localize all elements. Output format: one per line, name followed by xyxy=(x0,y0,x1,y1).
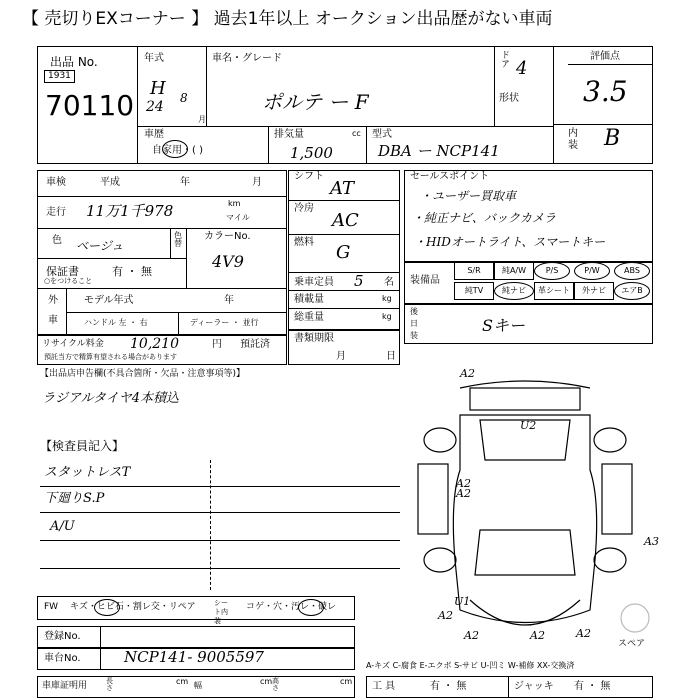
mileage-value: 11万1千978 xyxy=(86,202,174,220)
reg-label: 登録No. xyxy=(44,631,81,642)
load-label: 積載量 xyxy=(294,294,324,305)
equip-navi: 純ナビ xyxy=(494,282,534,300)
rear-label-b: 日 xyxy=(410,319,418,328)
chassis-label: 車台No. xyxy=(44,653,81,664)
cert-unit-2: cm xyxy=(260,677,273,686)
lot-code: 1931 xyxy=(44,70,75,83)
sales-line-1: ・ユーザー買取車 xyxy=(420,189,517,203)
color-change: 色替 xyxy=(174,231,182,248)
lot-number: 70110 xyxy=(45,89,135,122)
docs-day: 日 xyxy=(386,351,396,362)
defects-fw: FW xyxy=(44,602,59,612)
mileage-unit-mile: マイル xyxy=(226,213,250,222)
inspector-line-3: A/U xyxy=(50,519,75,534)
inspector-line-2: 下廻りS.P xyxy=(44,491,105,506)
model-value: DBA ー NCP141 xyxy=(378,142,500,160)
jack-options: 有 ・ 無 xyxy=(574,681,611,692)
fuel-label: 燃料 xyxy=(294,237,314,248)
recycle-value: 10,210 xyxy=(130,336,179,352)
gross-unit: kg xyxy=(382,312,392,321)
import-label-a: 外 xyxy=(48,295,58,306)
mark-8: A2 xyxy=(530,629,545,642)
spare-tyre-icon xyxy=(621,604,649,632)
mark-0: A2 xyxy=(460,367,475,380)
mileage-label: 走行 xyxy=(46,207,66,218)
door-label: ドア xyxy=(499,50,509,68)
cert-height: 高さ xyxy=(272,677,279,692)
inspection-year: 年 xyxy=(180,177,190,188)
sales-line-2: ・純正ナビ、バックカメラ xyxy=(412,211,556,225)
tools-label: 工 具 xyxy=(372,681,396,692)
shape-label: 形状 xyxy=(499,93,519,104)
rear-label-c: 装 xyxy=(410,331,418,340)
mark-7: A2 xyxy=(464,629,479,642)
shift-value: AT xyxy=(330,178,355,199)
cert-unit-3: cm xyxy=(340,677,353,686)
equip-ext-navi: 外ナビ xyxy=(574,282,614,300)
color-label: 色 xyxy=(52,235,62,246)
seller-notes-label: 【出品店申告欄(不具合箇所・欠品・注意事項等)】 xyxy=(40,369,246,379)
inspection-label: 車検 xyxy=(46,177,66,188)
recycle-label: リサイクル料金 xyxy=(42,339,104,349)
chassis-value: NCP141- 9005597 xyxy=(124,648,264,666)
defects-circle-1 xyxy=(94,599,120,616)
docs-label: 書類期限 xyxy=(294,333,334,344)
import-year-unit: 年 xyxy=(224,295,234,306)
inspection-month: 月 xyxy=(252,177,262,188)
mark-1: U2 xyxy=(520,419,537,432)
defects-circle-2 xyxy=(298,599,324,616)
rear-label-a: 後 xyxy=(410,307,418,316)
page-title: 【 売切りEXコーナー 】 過去1年以上 オークション出品歴がない車両 xyxy=(22,9,553,29)
seller-notes-value: ラジアルタイヤ4本積込 xyxy=(42,391,179,406)
docs-month: 月 xyxy=(336,351,346,362)
score-label: 評価点 xyxy=(590,51,620,62)
reg-box xyxy=(37,626,355,648)
mark-4: A3 xyxy=(644,535,659,548)
name-label: 車名・グレード xyxy=(212,53,282,64)
cert-label: 車庫証明用 xyxy=(42,681,88,691)
load-unit: kg xyxy=(382,294,392,303)
shift-label: シフト xyxy=(294,171,324,182)
door-value: 4 xyxy=(516,58,528,79)
equip-aw: 純A/W xyxy=(494,262,534,280)
cert-width: 幅 xyxy=(194,681,202,690)
year-value: 24 xyxy=(146,99,164,115)
color-value: ベージュ xyxy=(76,239,124,253)
import-label-b: 車 xyxy=(48,315,58,326)
year-era: H xyxy=(150,78,166,99)
capacity-unit: 名 xyxy=(384,277,394,288)
lot-label: 出品 No. xyxy=(50,55,98,69)
defects-text: キズ・ヒビ石・割レ交・リペア xyxy=(70,602,196,612)
mark-5: U1 xyxy=(454,595,471,608)
spare-label: スペア xyxy=(618,639,646,649)
year-label: 年式 xyxy=(144,53,164,64)
model-label: 型式 xyxy=(372,129,392,140)
cert-len: 長さ xyxy=(106,677,113,692)
defects-stain: コゲ・穴・汚レ・破レ xyxy=(246,602,337,612)
car-name: ポルテ ー F xyxy=(262,90,369,114)
equip-leather: 革シート xyxy=(534,282,574,300)
import-handle: ハンドル 左 ・ 右 xyxy=(84,318,148,327)
equipment-label: 装備品 xyxy=(410,275,440,286)
import-model-year: モデル年式 xyxy=(84,295,134,306)
tools-options: 有 ・ 無 xyxy=(430,681,467,692)
equip-ps: P/S xyxy=(534,262,570,280)
jack-label: ジャッキ xyxy=(514,681,554,692)
equip-abs: ABS xyxy=(614,262,650,280)
recycle-unit: 円 xyxy=(212,339,222,350)
year-month: 8 xyxy=(180,91,188,105)
damage-legend: A-キズ C-腐食 E-エクボ S-サビ U-凹ミ W-補修 XX-交換済 xyxy=(366,661,575,670)
defects-seat: シート内装 xyxy=(214,599,228,625)
color-code: 4V9 xyxy=(212,252,244,271)
fuel-value: G xyxy=(336,242,351,263)
score-value: 3.5 xyxy=(583,75,628,108)
displacement-unit: cc xyxy=(352,129,361,138)
interior-label: 内装 xyxy=(568,128,578,151)
year-month-unit: 月 xyxy=(198,115,206,124)
import-dealer: ディーラー ・ 並行 xyxy=(190,318,259,327)
ac-value: AC xyxy=(332,210,359,231)
recycle-note: 預託当方で精算有望される場合があります xyxy=(44,353,177,361)
displacement-value: 1,500 xyxy=(290,144,333,162)
cert-unit-1: cm xyxy=(176,677,189,686)
displacement-label: 排気量 xyxy=(274,129,304,140)
mark-3: A2 xyxy=(456,487,471,500)
usage-circle xyxy=(162,140,188,158)
rear-value: Sキー xyxy=(482,316,525,335)
inspector-label: 【検査員記入】 xyxy=(40,439,125,453)
sales-label: セールスポイント xyxy=(410,171,490,182)
warranty-label: 保証書 xyxy=(46,265,79,278)
mark-9: A2 xyxy=(576,627,591,640)
interior-value: B xyxy=(604,126,621,151)
gross-label: 総重量 xyxy=(294,312,324,323)
capacity-label: 乗車定員 xyxy=(294,277,334,288)
warranty-note: ○をつけること xyxy=(44,277,93,285)
warranty-options: 有 ・ 無 xyxy=(112,265,152,278)
inspection-era: 平成 xyxy=(100,177,120,188)
mark-2: A2 xyxy=(456,477,471,490)
usage-label: 車歴 xyxy=(144,129,164,140)
rear-box xyxy=(404,304,653,344)
equip-airbag: エアB xyxy=(614,282,650,300)
usage-value: 自家用・( ) xyxy=(152,145,203,156)
capacity-value: 5 xyxy=(354,272,364,290)
color-code-label: カラーNo. xyxy=(204,231,251,242)
info-left xyxy=(37,170,287,335)
ac-label: 冷房 xyxy=(294,203,314,214)
equip-pw: P/W xyxy=(574,262,610,280)
mark-6: A2 xyxy=(438,609,453,622)
inspector-line-1: スタットレスT xyxy=(44,465,131,480)
equip-tv: 純TV xyxy=(454,282,494,300)
sales-line-3: ・HIDオートライト、スマートキー xyxy=(414,235,606,249)
recycle-status: 預託済 xyxy=(240,339,270,350)
mileage-unit-km: km xyxy=(228,199,241,208)
equip-sr: S/R xyxy=(454,262,494,280)
